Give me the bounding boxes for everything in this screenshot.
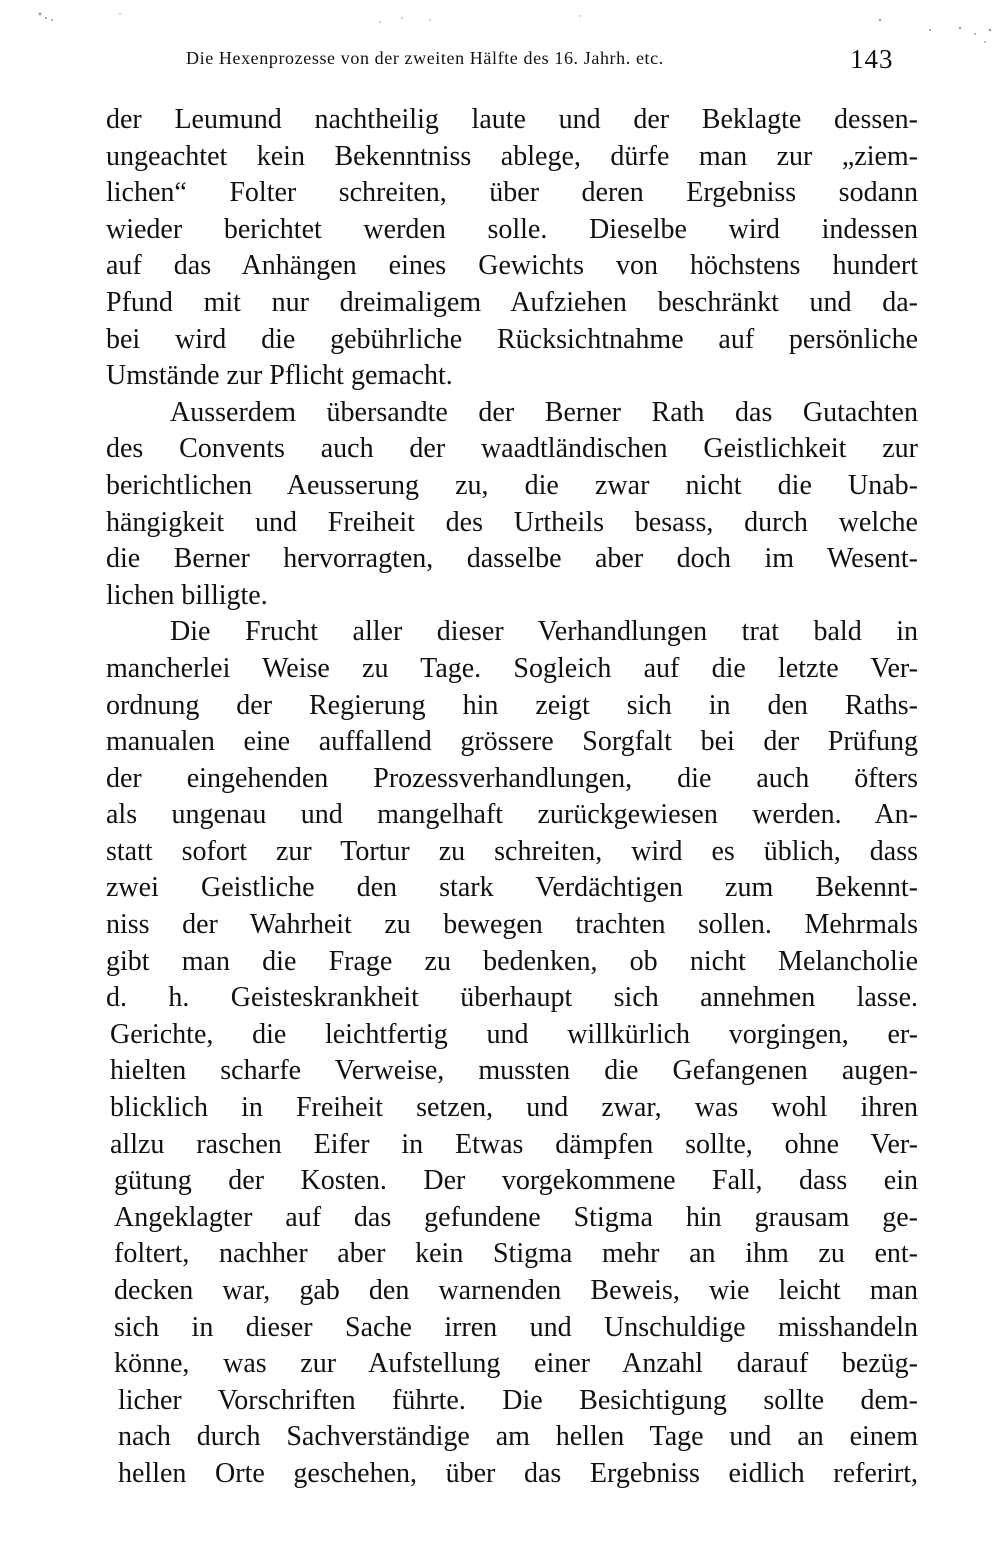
text-line: wieder berichtet werden solle. Dieselbe wird indessen [106,213,918,245]
text-line: mancherlei Weise zu Tage. Sogleich auf die letzte Ver- [106,652,918,684]
text-line: lichen billigte. [106,579,268,611]
text-line: gibt man die Frage zu bedenken, ob nicht Melancholie [106,945,918,977]
text-line: bei wird die gebührliche Rücksichtnahme auf persönliche [106,323,918,355]
text-line: licher Vorschriften führte. Die Besichtigung sollte dem- [118,1384,918,1416]
text-line: blicklich in Freiheit setzen, und zwar, was wohl ihren [110,1092,918,1124]
text-line: d. h. Geisteskrankheit überhaupt sich annehmen lasse. [106,982,918,1014]
text-line: ordnung der Regierung hin zeigt sich in den Raths- [106,689,918,721]
text-line: lichen“ Folter schreiten, über deren Ergebniss sodann [106,177,918,209]
text-line: statt sofort zur Tortur zu schreiten, wird es üblich, dass [106,835,918,867]
page-number: 143 [850,44,894,74]
text-line: sich in dieser Sache irren und Unschuldige misshandeln [114,1311,918,1343]
text-line: gütung der Kosten. Der vorgekommene Fall, dass ein [114,1165,918,1197]
text-line: hellen Orte geschehen, über das Ergebniss eidlich referirt, [118,1457,918,1489]
text-line: Gerichte, die leichtfertig und willkürlich vorgingen, er- [110,1018,918,1050]
text-line: als ungenau und mangelhaft zurückgewiesen werden. An- [106,799,918,831]
text-line: auf das Anhängen eines Gewichts von höchstens hundert [106,250,918,282]
text-line: hängigkeit und Freiheit des Urtheils besass, durch welche [106,506,918,538]
text-line: Umstände zur Pflicht gemacht. [106,360,453,392]
text-line: Pfund mit nur dreimaligem Aufziehen beschränkt und da- [106,286,918,318]
text-line: des Convents auch der waadtländischen Geistlichkeit zur [106,433,918,465]
text-line: der eingehenden Prozessverhandlungen, die auch öfters [106,762,918,794]
paragraph-start-line: Die Frucht aller dieser Verhandlungen trat bald in [170,616,918,648]
running-head [186,44,906,84]
body-text [106,102,918,1493]
text-line: Angeklagter auf das gefundene Stigma hin grausam ge- [114,1201,918,1233]
text-line: allzu raschen Eifer in Etwas dämpfen sollte, ohne Ver- [110,1128,918,1160]
text-line: der Leumund nachtheilig laute und der Beklagte dessen- [106,104,918,135]
running-title: Die Hexenprozesse von der zweiten Hälfte des 16. Jahrh. etc. [186,48,664,68]
text-line: berichtlichen Aeusserung zu, die zwar nicht die Unab- [106,469,918,501]
text-line: die Berner hervorragten, dasselbe aber doch im Wesent- [106,543,918,575]
text-line: zwei Geistliche den stark Verdächtigen zum Bekennt- [106,872,918,904]
text-line: nach durch Sachverständige am hellen Tage und an einem [118,1421,918,1453]
text-line: hielten scharfe Verweise, mussten die Gefangenen augen- [110,1055,918,1087]
text-line: manualen eine auffallend grössere Sorgfalt bei der Prüfung [106,726,918,758]
paragraph-start-line: Ausserdem übersandte der Berner Rath das Gutachten [170,396,918,428]
text-line: decken war, gab den warnenden Beweis, wie leicht man [114,1275,918,1306]
text-line: foltert, nachher aber kein Stigma mehr an ihm zu ent- [114,1238,918,1270]
text-line: könne, was zur Aufstellung einer Anzahl darauf bezüg- [114,1348,918,1380]
text-line: ungeachtet kein Bekenntniss ablege, dürfe man zur „ziem- [106,140,918,172]
text-line: niss der Wahrheit zu bewegen trachten sollen. Mehrmals [106,909,918,941]
